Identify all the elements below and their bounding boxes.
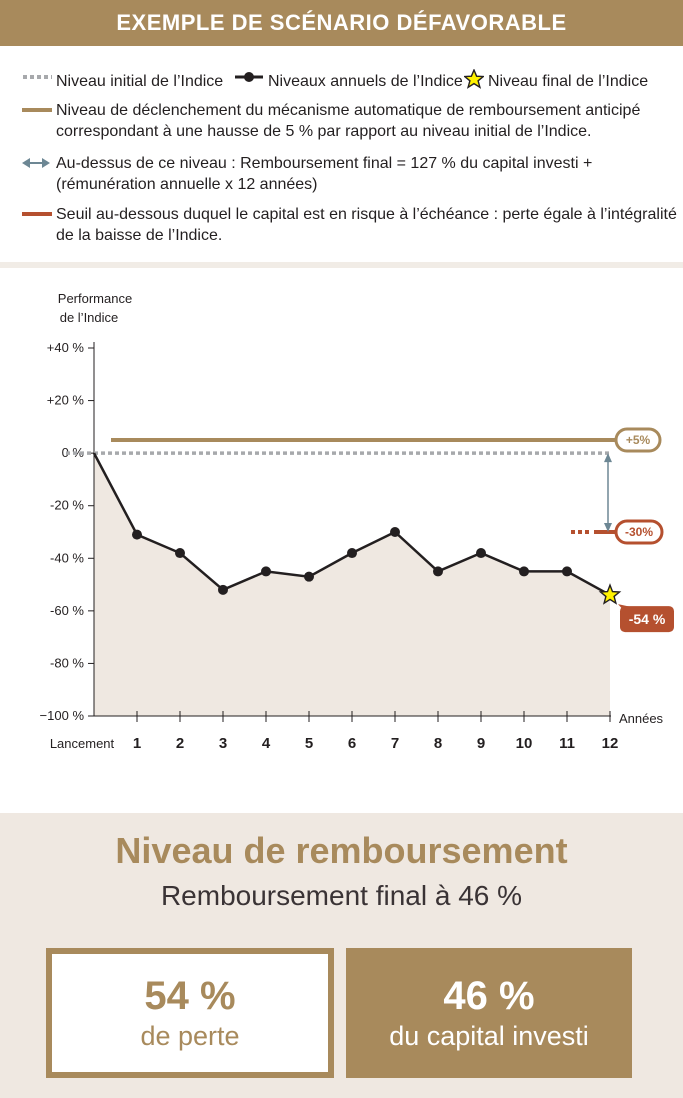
x-tick-label: 9 (476, 735, 486, 752)
gold-line-icon (22, 107, 52, 113)
legend-trigger-line1: Niveau de déclenchement du mécanisme automatique de remboursement anticipé (56, 102, 641, 119)
risk-badge-label: -30% (624, 525, 654, 539)
chart-layer (40, 340, 674, 752)
y-tick-label: +40 % (46, 340, 84, 355)
bottom-subheading: Remboursement final à 46 % (160, 880, 523, 911)
y-tick-label: -80 % (50, 655, 84, 671)
data-point (390, 527, 400, 537)
legend-risk-line2: de la baisse de l’Indice. (56, 227, 223, 244)
y-tick-label: -20 % (50, 497, 84, 513)
data-point (433, 566, 443, 576)
x-tick-label: 7 (390, 735, 400, 752)
data-point (304, 572, 314, 582)
x-tick-label: Lancement (49, 736, 115, 751)
data-point (476, 548, 486, 558)
x-tick-label: 11 (559, 735, 575, 752)
x-tick-label: 8 (433, 735, 443, 752)
x-tick-label: 12 (601, 735, 619, 752)
data-point (261, 566, 271, 576)
star-icon (464, 69, 484, 89)
chart (0, 268, 683, 813)
x-tick-label: 2 (175, 735, 185, 752)
final-badge-label: -54 % (628, 611, 666, 628)
x-tick-label: 6 (347, 735, 357, 752)
x-tick-label: 10 (515, 735, 533, 752)
y-tick-label: -40 % (50, 550, 84, 566)
legend-initial-level: Niveau initial de l’Indice (56, 73, 224, 90)
chart-svg (0, 268, 683, 813)
page-title: EXEMPLE DE SCÉNARIO DÉFAVORABLE (0, 0, 683, 46)
x-tick-label: 5 (304, 735, 314, 752)
data-point (175, 548, 185, 558)
trigger-badge-label: +5% (625, 433, 651, 447)
loss-value: 54 % (144, 974, 236, 1018)
data-point (519, 566, 529, 576)
legend-above-line2: (rémunération annuelle x 12 années) (56, 176, 318, 193)
legend (0, 60, 683, 260)
legend-above-line1: Au-dessus de ce niveau : Remboursement final = 127 % du capital investi + (56, 155, 593, 172)
y-axis-label-line2: de l’Indice (59, 310, 119, 325)
double-arrow-icon (22, 157, 50, 169)
legend-trigger-line2: correspondant à une hausse de 5 % par rapport au niveau initial de l’Indice. (56, 123, 592, 140)
legend-final-level: Niveau final de l’Indice (488, 73, 649, 90)
x-tick-label: 4 (261, 735, 271, 752)
data-point (347, 548, 357, 558)
x-tick-label: 3 (218, 735, 228, 752)
capital-value: 46 % (443, 974, 535, 1018)
loss-box (46, 948, 334, 1078)
y-axis-label-line1: Performance (57, 291, 133, 306)
data-point (132, 530, 142, 540)
x-axis-label: Années (618, 711, 664, 726)
y-tick-label: −100 % (39, 708, 84, 723)
y-tick-label: -60 % (50, 602, 84, 618)
data-point (218, 585, 228, 595)
loss-label: de perte (140, 1021, 240, 1051)
data-point (562, 566, 572, 576)
capital-box (346, 948, 632, 1078)
bottom-heading: Niveau de remboursement (115, 830, 568, 871)
legend-risk-line1: Seuil au-dessous duquel le capital est en risque à l’échéance : perte égale à l’intégralité (56, 206, 677, 223)
capital-label: du capital investi (389, 1021, 589, 1051)
rust-line-icon (22, 211, 52, 217)
y-tick-label: 0 % (61, 445, 84, 461)
line-marker-icon (234, 70, 264, 84)
y-tick-label: +20 % (46, 392, 84, 408)
x-tick-label: 1 (132, 735, 142, 752)
legend-annual-levels: Niveaux annuels de l’Indice (268, 73, 463, 90)
dotted-line-icon (22, 74, 52, 80)
area-fill (94, 453, 610, 716)
